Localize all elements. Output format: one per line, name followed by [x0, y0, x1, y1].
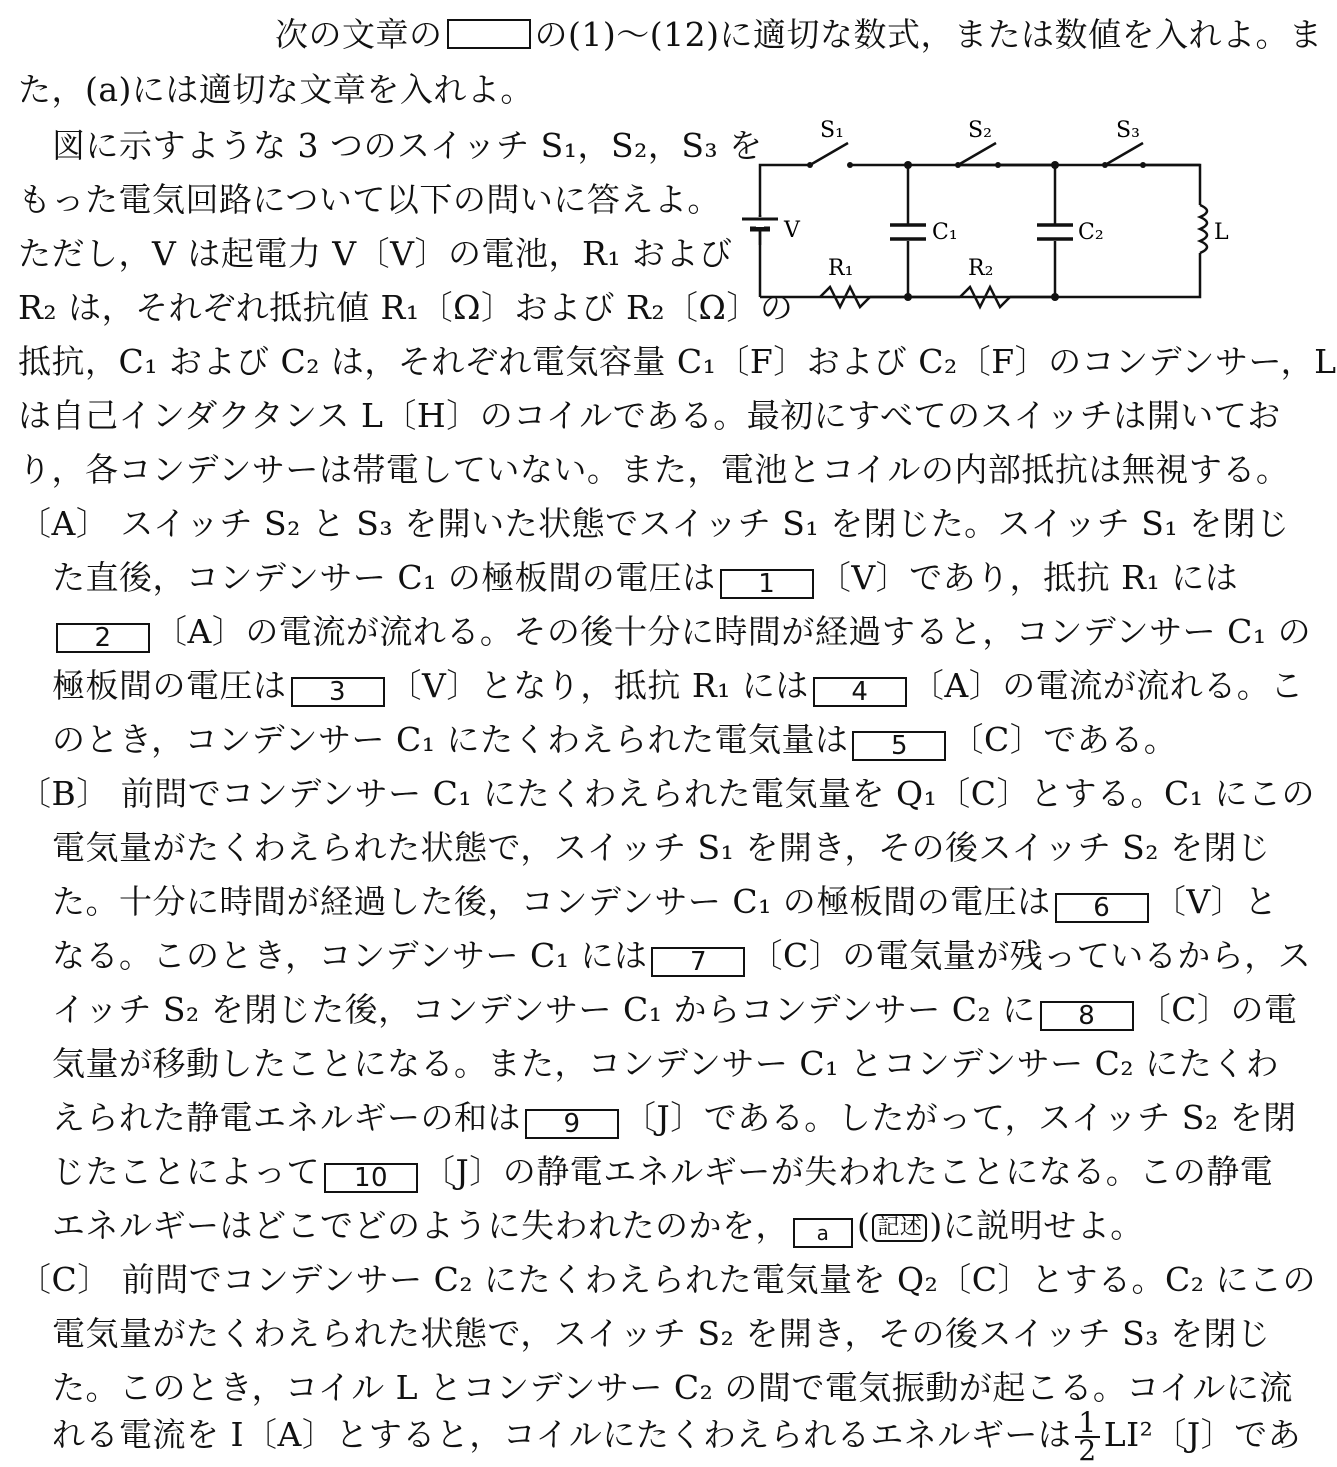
blank-a[interactable]: a — [793, 1218, 853, 1248]
fraction-numerator: 1 — [1075, 1410, 1099, 1438]
text: 〔C〕の電気量が残っているから，ス — [749, 936, 1312, 975]
text: れる電流を I〔A〕とすると，コイルにたくわえられるエネルギーは — [52, 1415, 1072, 1454]
intro-text: の(1)〜(12)に適切な数式，または数値を入れよ。ま — [534, 15, 1323, 54]
text: 〔A〕の電流が流れる。その後十分に時間が経過すると，コンデンサー C₁ の — [154, 612, 1312, 651]
switch-s2 — [958, 143, 996, 165]
text: エネルギーはどこでどのように失われたのかを， — [52, 1206, 789, 1245]
blank-7[interactable]: 7 — [651, 947, 745, 977]
text: イッチ S₂ を閉じた後，コンデンサー C₁ からコンデンサー C₂ に — [52, 990, 1036, 1029]
coil-l — [1200, 205, 1207, 253]
partB-line-5 — [52, 990, 1298, 1031]
label-v: V — [784, 218, 800, 243]
text: に説明せよ。 — [942, 1206, 1144, 1245]
partC-line-2: 電気量がたくわえられた状態で，スイッチ S₂ を開き，その後スイッチ S₃ を閉じ — [52, 1314, 1271, 1353]
setup-line: 図に示すような 3 つのスイッチ S₁，S₂，S₃ を — [52, 126, 763, 165]
partB-line-7 — [52, 1098, 1297, 1139]
text: 〔V〕であり，抵抗 R₁ には — [817, 558, 1239, 597]
setup-line: ただし，V は起電力 V〔V〕の電池，R₁ および — [18, 234, 733, 273]
label-s2: S₂ — [968, 118, 992, 143]
text: た。十分に時間が経過した後，コンデンサー C₁ の極板間の電圧は — [52, 882, 1051, 921]
text: た直後，コンデンサー C₁ の極板間の電圧は — [52, 558, 716, 597]
text: 〔C〕の電 — [1137, 990, 1298, 1029]
partA-line-4 — [52, 666, 1304, 707]
partB-line-2: 電気量がたくわえられた状態で，スイッチ S₁ を開き，その後スイッチ S₂ を閉じ — [52, 828, 1271, 867]
blank-8[interactable]: 8 — [1040, 1001, 1134, 1031]
blank-3[interactable]: 3 — [291, 677, 385, 707]
setup-line: R₂ は，それぞれ抵抗値 R₁〔Ω〕および R₂〔Ω〕の — [18, 288, 794, 327]
fraction-one-half — [1075, 1406, 1099, 1467]
text: じたことによって — [52, 1152, 320, 1191]
partC-line-1: 〔C〕 前問でコンデンサー C₂ にたくわえられた電気量を Q₂〔C〕とする。C₂ にこの — [18, 1260, 1317, 1299]
intro-line-2: た，(a)には適切な文章を入れよ。 — [18, 70, 534, 109]
partB-line-1: 〔B〕 前問でコンデンサー C₁ にたくわえられた電気量を Q₁〔C〕とする。C₁ にこの — [18, 774, 1316, 813]
blank-10[interactable]: 10 — [324, 1163, 418, 1193]
partB-line-6: 気量が移動したことになる。また，コンデンサー C₁ とコンデンサー C₂ にたくわ — [52, 1044, 1280, 1083]
label-s3: S₃ — [1116, 118, 1140, 143]
partA-line-5 — [52, 720, 1177, 761]
label-r2: R₂ — [968, 256, 994, 281]
setup-line: り，各コンデンサーは帯電していない。また，電池とコイルの内部抵抗は無視する。 — [18, 450, 1290, 489]
text: のとき，コンデンサー C₁ にたくわえられた電気量は — [52, 720, 849, 759]
text: えられた静電エネルギーの和は — [52, 1098, 521, 1137]
switch-s1 — [810, 143, 848, 165]
partC-line-4 — [52, 1406, 1302, 1467]
switch-s3 — [1105, 143, 1143, 165]
description-tag: 記述 — [872, 1214, 927, 1242]
blank-4[interactable]: 4 — [813, 677, 907, 707]
blank-2[interactable]: 2 — [56, 623, 150, 653]
partB-line-4 — [52, 936, 1311, 977]
text: 〔V〕と — [1152, 882, 1278, 921]
blank-9[interactable]: 9 — [525, 1109, 619, 1139]
partC-line-3: た。このとき，コイル L とコンデンサー C₂ の間で電気振動が起こる。コイルに流 — [52, 1368, 1293, 1407]
text: 〔C〕である。 — [950, 720, 1178, 759]
setup-line: もった電気回路について以下の問いに答えよ。 — [18, 180, 721, 219]
label-s1: S₁ — [820, 118, 844, 143]
setup-line: は自己インダクタンス L〔H〕のコイルである。最初にすべてのスイッチは開いてお — [18, 396, 1281, 435]
partB-line-3 — [52, 882, 1278, 923]
label-c2: C₂ — [1078, 220, 1104, 245]
text: 〔J〕である。したがって，スイッチ S₂ を閉 — [623, 1098, 1297, 1137]
partA-line-2 — [52, 558, 1238, 599]
partB-line-9: エネルギーはどこでどのように失われたのかを， a ( 記述 )に説明せよ。 — [52, 1206, 1144, 1248]
blank-box-sample — [447, 19, 531, 49]
label-l: L — [1214, 220, 1229, 245]
text: 〔A〕の電流が流れる。こ — [910, 666, 1304, 705]
setup-line: 抵抗，C₁ および C₂ は，それぞれ電気容量 C₁〔F〕および C₂〔F〕のコンデンサー，L — [18, 342, 1337, 381]
text: LI²〔J〕であ — [1103, 1415, 1302, 1454]
blank-6[interactable]: 6 — [1055, 893, 1149, 923]
label-r1: R₁ — [828, 256, 854, 281]
blank-5[interactable]: 5 — [852, 731, 946, 761]
intro-text: 次の文章の — [275, 15, 443, 54]
fraction-denominator: 2 — [1078, 1434, 1097, 1467]
circuit-diagram — [730, 115, 1230, 305]
text: なる。このとき，コンデンサー C₁ には — [52, 936, 648, 975]
partA-line-3 — [52, 612, 1311, 653]
label-c1: C₁ — [932, 220, 958, 245]
intro-line-1 — [275, 15, 1323, 55]
blank-1[interactable]: 1 — [720, 569, 814, 599]
partA-line-1: 〔A〕 スイッチ S₂ と S₃ を開いた状態でスイッチ S₁ を閉じた。スイッチ S₁ を閉じ — [18, 504, 1290, 543]
partB-line-8 — [52, 1152, 1273, 1193]
text: 極板間の電圧は — [52, 666, 287, 705]
text: 〔V〕となり，抵抗 R₁ には — [388, 666, 809, 705]
text: 〔J〕の静電エネルギーが失われたことになる。この静電 — [422, 1152, 1274, 1191]
